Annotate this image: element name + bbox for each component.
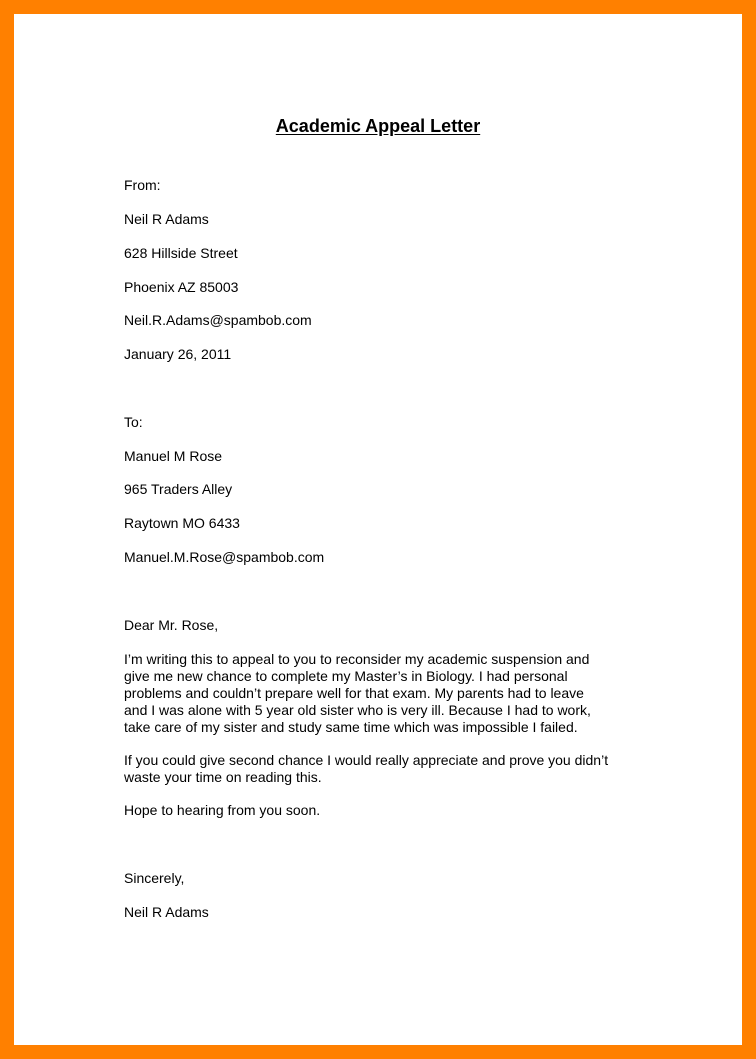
recipient-street: 965 Traders Alley [124,481,233,497]
sender-name: Neil R Adams [124,211,209,227]
body-1-line: I’m writing this to appeal to you to reconsider my academic suspension and [124,651,590,667]
to-label: To: [124,414,143,430]
body-1-line: give me new chance to complete my Master’s in Biology. I had personal [124,668,568,684]
body-2-line: waste your time on reading this. [124,769,322,785]
closing: Sincerely, [124,870,185,886]
body-2-line: If you could give second chance I would really appreciate and prove you didn’t [124,752,609,768]
from-label: From: [124,177,161,193]
sender-street: 628 Hillside Street [124,245,238,261]
recipient-city: Raytown MO 6433 [124,515,240,531]
body-paragraph-3: Hope to hearing from you soon. [124,802,321,818]
body-paragraph-1 [124,651,654,736]
body-1-line: problems and couldn’t prepare well for that exam. My parents had to leave [124,685,584,701]
salutation: Dear Mr. Rose, [124,617,219,633]
letter-date: January 26, 2011 [124,346,232,362]
recipient-name: Manuel M Rose [124,448,223,464]
letter-page [14,14,742,1045]
sender-city: Phoenix AZ 85003 [124,279,239,295]
body-1-line: and I was alone with 5 year old sister who is very ill. Because I had to work, [124,702,591,718]
signature-name: Neil R Adams [124,904,209,920]
sender-email: Neil.R.Adams@spambob.com [124,312,312,328]
body-1-line: take care of my sister and study same time which was impossible I failed. [124,719,578,735]
recipient-email: Manuel.M.Rose@spambob.com [124,549,325,565]
letter-title: Academic Appeal Letter [275,116,481,136]
body-paragraph-2 [124,752,654,786]
